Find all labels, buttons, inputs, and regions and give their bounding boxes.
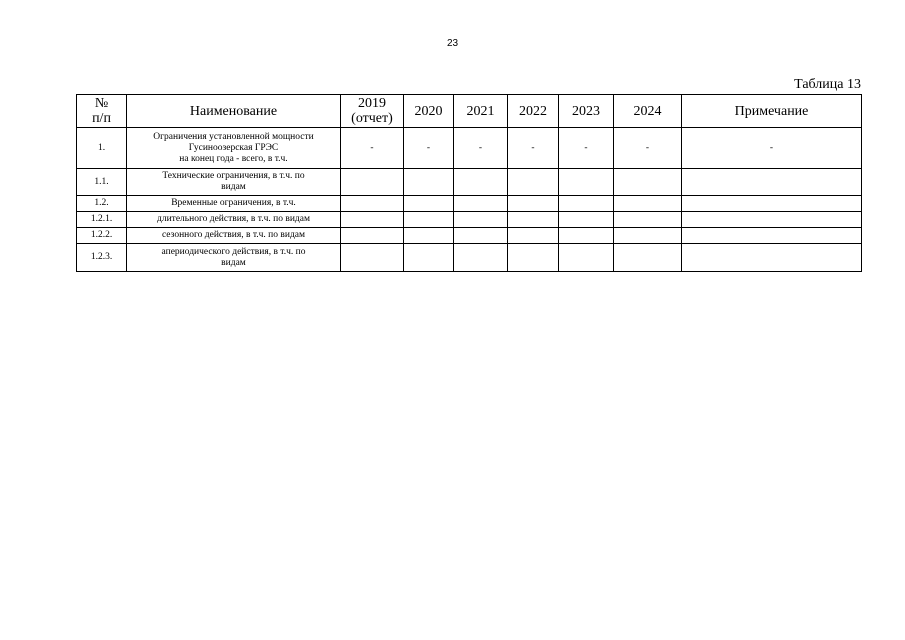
row-name-line: длительного действия, в т.ч. по видам <box>157 214 310 224</box>
value-2021 <box>454 196 508 212</box>
row-note <box>682 228 862 244</box>
header-year-2019-line2: (отчет) <box>351 111 393 126</box>
value-2021 <box>454 169 508 196</box>
value-2023 <box>559 169 614 196</box>
page-number: 23 <box>446 38 459 49</box>
value-2022 <box>508 169 559 196</box>
value-2024 <box>614 228 682 244</box>
value-2020: - <box>404 128 454 169</box>
row-name-line: видам <box>221 182 246 192</box>
value-2019 <box>341 169 404 196</box>
row-note <box>682 169 862 196</box>
value-2023 <box>559 196 614 212</box>
table-row <box>77 169 862 196</box>
value-2019 <box>341 212 404 228</box>
value-2024 <box>614 196 682 212</box>
table-row <box>77 128 862 169</box>
header-year-2023: 2023 <box>559 95 614 128</box>
header-year-2024: 2024 <box>614 95 682 128</box>
header-year-2019 <box>341 95 404 128</box>
value-2024 <box>614 169 682 196</box>
table-row <box>77 196 862 212</box>
value-2019 <box>341 244 404 272</box>
row-number: 1.2. <box>77 196 127 212</box>
value-2023 <box>559 244 614 272</box>
value-2020 <box>404 169 454 196</box>
header-note: Примечание <box>682 95 862 128</box>
row-name-line: Технические ограничения, в т.ч. по <box>162 171 305 181</box>
row-number: 1.2.3. <box>77 244 127 272</box>
header-name: Наименование <box>127 95 341 128</box>
header-year-2019-line1: 2019 <box>358 96 386 111</box>
value-2021 <box>454 244 508 272</box>
row-name-line: Временные ограничения, в т.ч. <box>171 198 296 208</box>
value-2022 <box>508 212 559 228</box>
value-2024 <box>614 244 682 272</box>
row-number: 1.2.2. <box>77 228 127 244</box>
table-caption: Таблица 13 <box>794 77 861 92</box>
row-name-line: на конец года - всего, в т.ч. <box>179 153 288 164</box>
value-2019: - <box>341 128 404 169</box>
row-name <box>127 228 341 244</box>
value-2024 <box>614 212 682 228</box>
header-number-line2: п/п <box>92 111 111 126</box>
header-number <box>77 95 127 128</box>
value-2020 <box>404 196 454 212</box>
value-2022: - <box>508 128 559 169</box>
value-2024: - <box>614 128 682 169</box>
value-2020 <box>404 212 454 228</box>
header-row <box>77 95 862 128</box>
row-name <box>127 196 341 212</box>
value-2019 <box>341 196 404 212</box>
row-name-line: Гусиноозерская ГРЭС <box>188 142 279 153</box>
value-2021: - <box>454 128 508 169</box>
value-2023 <box>559 228 614 244</box>
header-year-2020: 2020 <box>404 95 454 128</box>
row-number: 1. <box>77 128 127 169</box>
row-name <box>127 128 341 169</box>
header-year-2022: 2022 <box>508 95 559 128</box>
row-name <box>127 212 341 228</box>
row-name-line: Ограничения установленной мощности <box>153 131 314 142</box>
row-name <box>127 169 341 196</box>
table-row <box>77 228 862 244</box>
row-name-line: видам <box>221 257 246 268</box>
row-note <box>682 212 862 228</box>
row-note <box>682 244 862 272</box>
header-number-line1: № <box>94 96 109 111</box>
table-row <box>77 212 862 228</box>
value-2022 <box>508 196 559 212</box>
table-row <box>77 244 862 272</box>
row-note: - <box>682 128 862 169</box>
row-number: 1.1. <box>77 169 127 196</box>
row-name-line: апериодического действия, в т.ч. по <box>161 246 306 257</box>
row-note <box>682 196 862 212</box>
value-2023 <box>559 212 614 228</box>
value-2023: - <box>559 128 614 169</box>
header-year-2021: 2021 <box>454 95 508 128</box>
value-2021 <box>454 212 508 228</box>
row-name-line: сезонного действия, в т.ч. по видам <box>161 230 306 240</box>
restrictions-table <box>76 94 862 272</box>
row-number: 1.2.1. <box>77 212 127 228</box>
value-2020 <box>404 244 454 272</box>
value-2022 <box>508 244 559 272</box>
value-2019 <box>341 228 404 244</box>
value-2022 <box>508 228 559 244</box>
value-2020 <box>404 228 454 244</box>
row-name <box>127 244 341 272</box>
value-2021 <box>454 228 508 244</box>
